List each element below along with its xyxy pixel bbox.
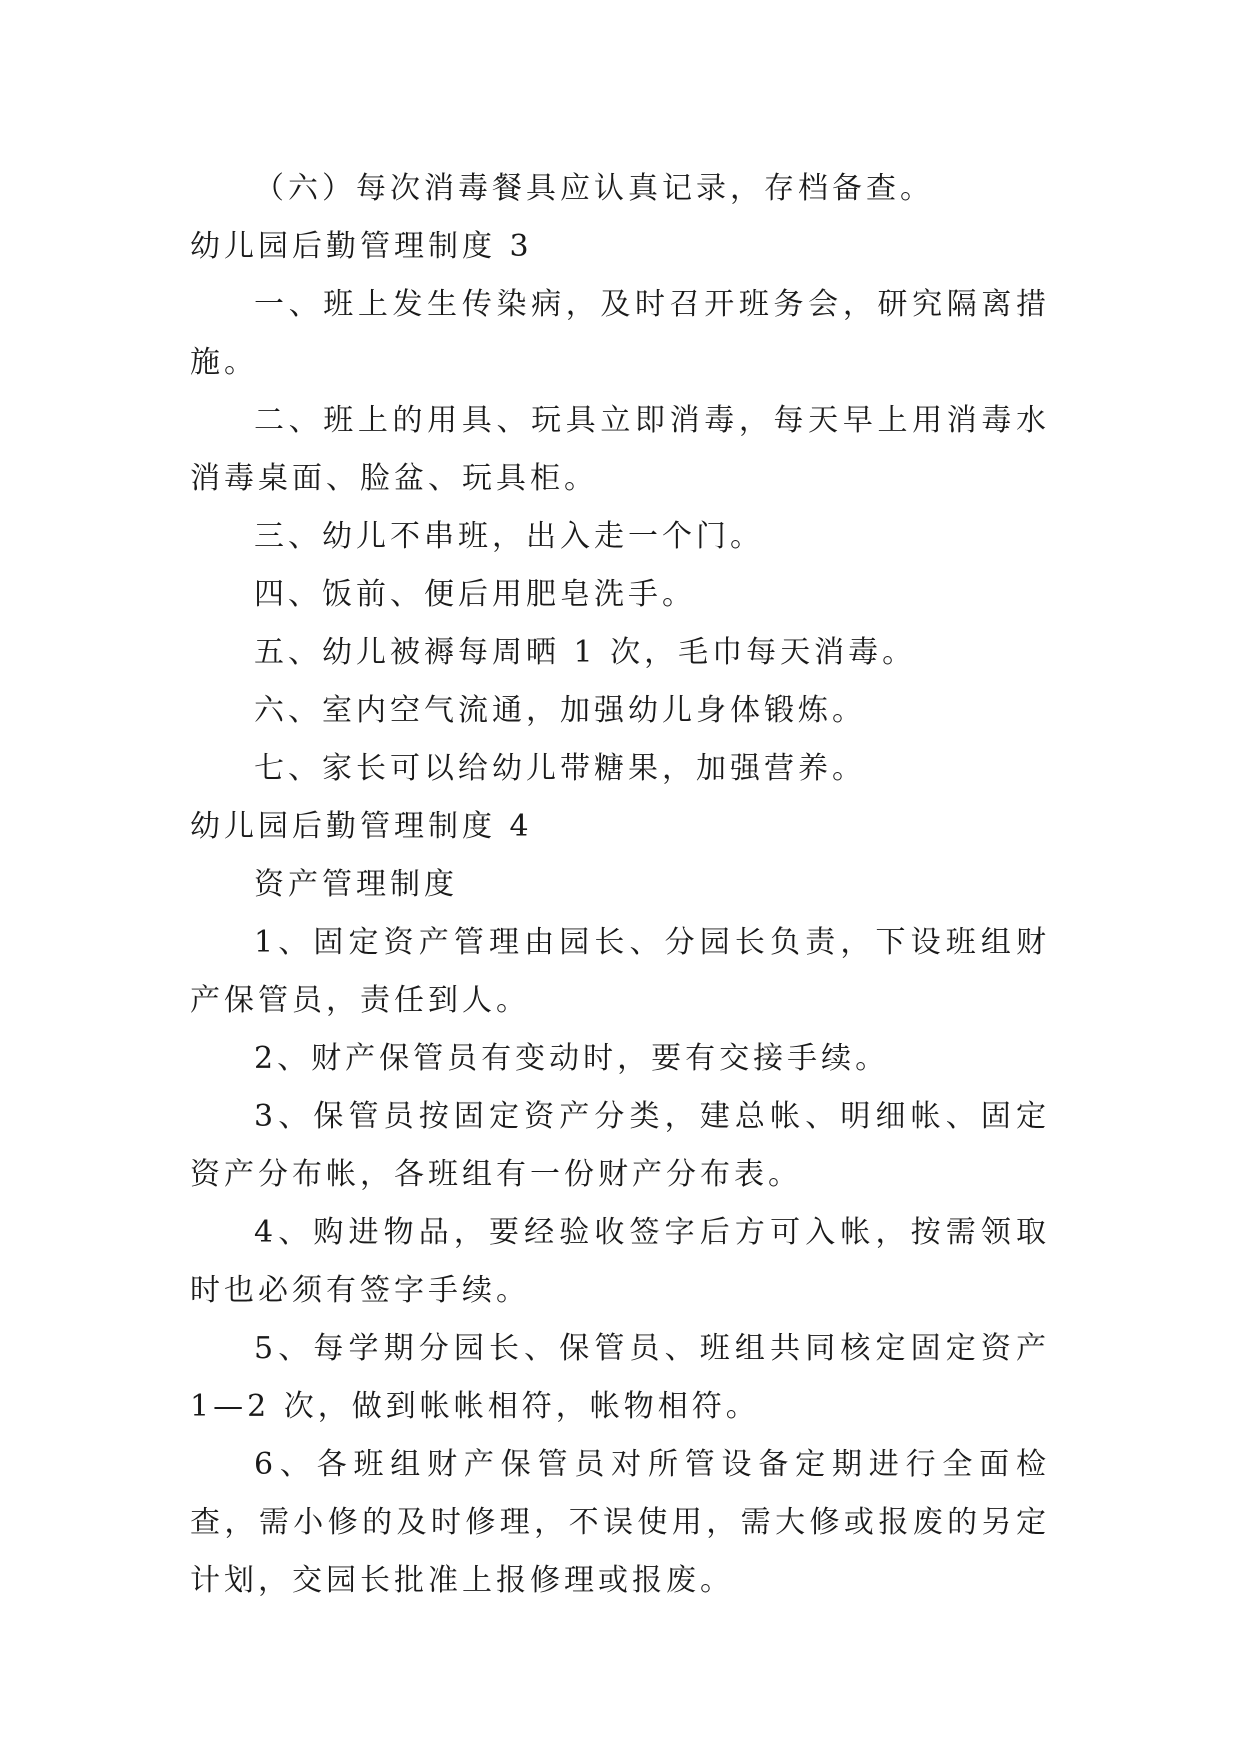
- paragraph: 3、保管员按固定资产分类，建总帐、明细帐、固定资产分布帐，各班组有一份财产分布表。: [190, 1099, 1050, 1192]
- section-heading: 幼儿园后勤管理制度 4: [190, 809, 533, 844]
- paragraph: 6、各班组财产保管员对所管设备定期进行全面检查，需小修的及时修理，不误使用，需大修或报废的另定计划，交园长批准上报修理或报废。: [190, 1447, 1050, 1598]
- paragraph: 三、幼儿不串班，出入走一个门。: [254, 519, 764, 554]
- paragraph: 七、家长可以给幼儿带糖果，加强营养。: [254, 751, 866, 786]
- paragraph: 5、每学期分园长、保管员、班组共同核定固定资产 1—2 次，做到帐帐相符，帐物相符。: [190, 1331, 1050, 1424]
- section-heading: 幼儿园后勤管理制度 3: [190, 229, 533, 264]
- paragraph: 1、固定资产管理由园长、分园长负责，下设班组财产保管员，责任到人。: [190, 925, 1050, 1018]
- paragraph: 四、饭前、便后用肥皂洗手。: [254, 577, 696, 612]
- paragraph: （六）每次消毒餐具应认真记录，存档备查。: [254, 171, 934, 206]
- paragraph: 五、幼儿被褥每周晒 1 次，毛巾每天消毒。: [254, 635, 917, 670]
- paragraph: 2、财产保管员有变动时，要有交接手续。: [254, 1041, 890, 1076]
- paragraph: 六、室内空气流通，加强幼儿身体锻炼。: [254, 693, 866, 728]
- paragraph: 一、班上发生传染病，及时召开班务会，研究隔离措施。: [190, 287, 1050, 380]
- document-body: [190, 160, 1050, 1610]
- paragraph: 二、班上的用具、玩具立即消毒，每天早上用消毒水消毒桌面、脸盆、玩具柜。: [190, 403, 1050, 496]
- paragraph: 4、购进物品，要经验收签字后方可入帐，按需领取时也必须有签字手续。: [190, 1215, 1050, 1308]
- subsection-title: 资产管理制度: [254, 867, 458, 902]
